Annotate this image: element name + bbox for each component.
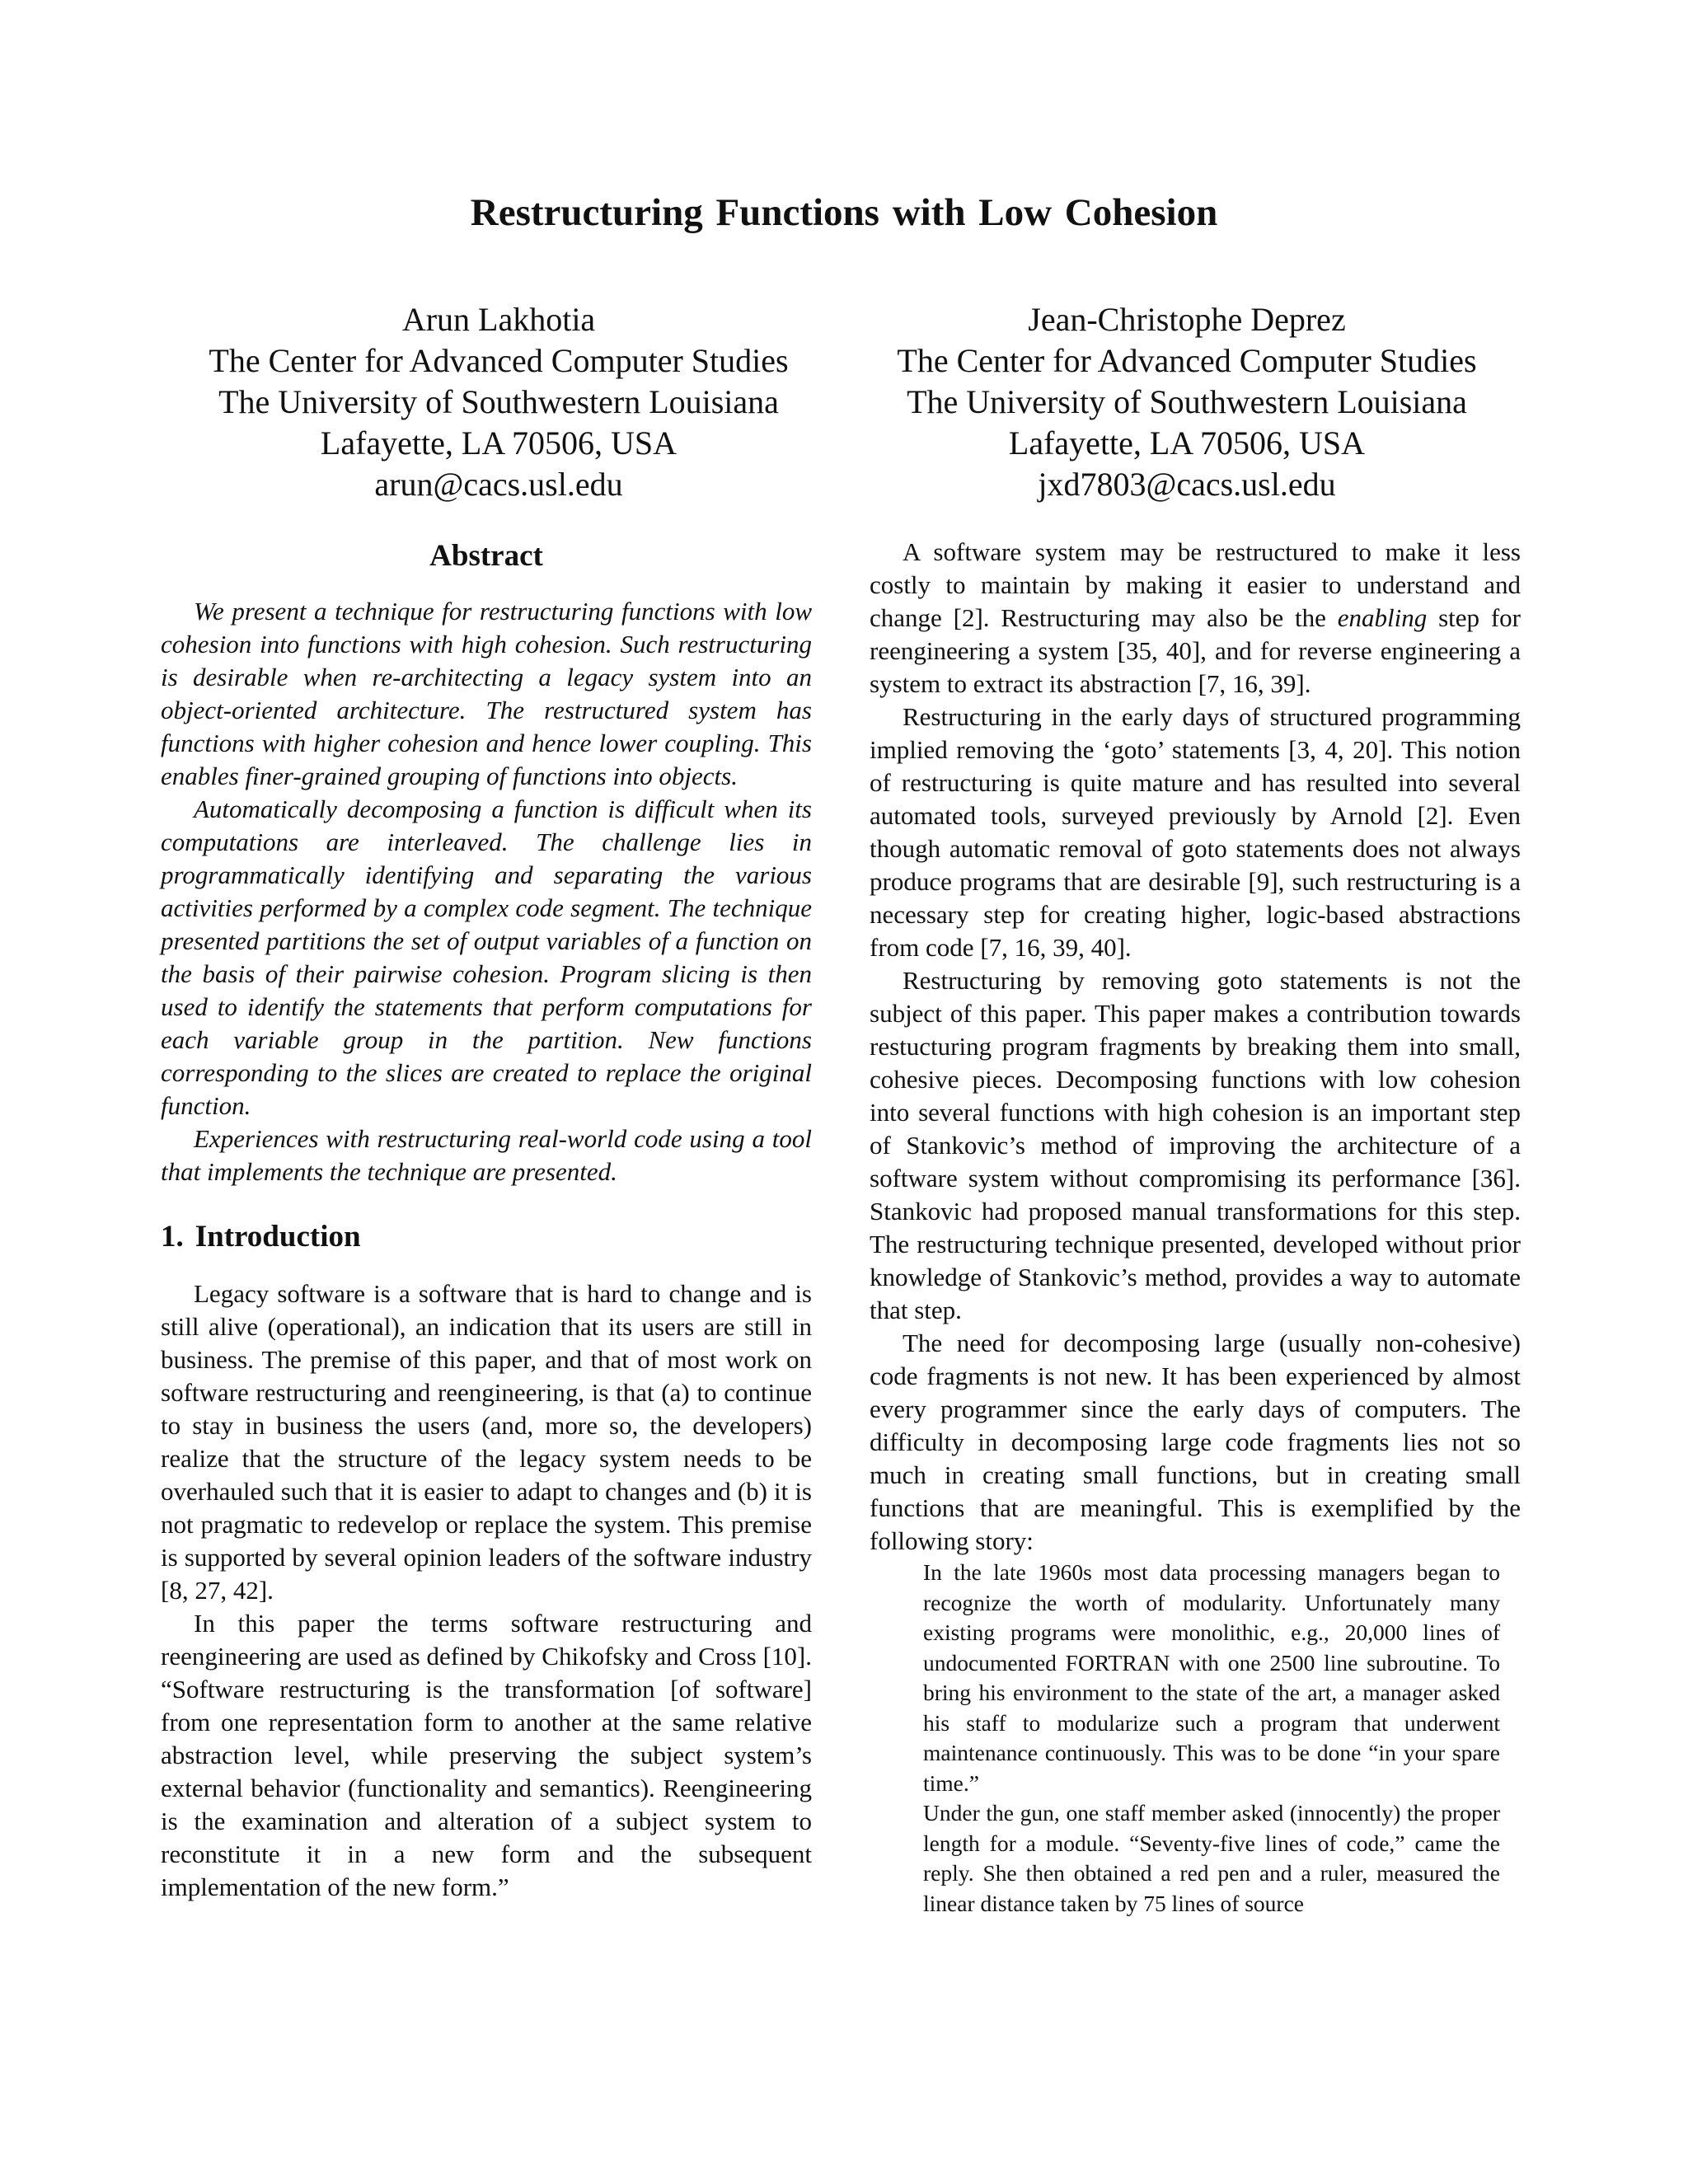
author-email: jxd7803@cacs.usl.edu (1038, 466, 1336, 503)
author-name: Arun Lakhotia (401, 301, 596, 338)
abstract-paragraph: Experiences with restructuring real-world code using a tool that implements the technique are presented. (161, 1124, 812, 1186)
abstract-paragraph: Automatically decomposing a function is difficult when its computations are interleaved. The challenge lies in programmatically identifying and separating the various activities performed by a complex code segment. The technique presented partitions the set of output variables of a function on the basis of their pairwise cohesion. Program slicing is then used to identify the statements that perform computations for each variable group in the partition. New functions corresponding to the slices are created to replace the original function. (161, 794, 812, 1120)
body-paragraph (870, 536, 1521, 701)
author-block-2 (832, 299, 1541, 505)
text-run: A software system may be restructured to make it less costly to maintain by making it easier to understand and change [2]. Restructuring may also be the (870, 537, 1521, 632)
author-address: Lafayette, LA 70506, USA (320, 424, 678, 462)
section-number: 1. (161, 1220, 184, 1254)
body-paragraph: Restructuring in the early days of structured programming implied removing the ‘goto’ statements [3, 4, 20]. This notion of restructuring is quite mature and has resulted into several automated tools, surveyed previously by Arnold [2]. Even though automatic removal of goto statements does not always produce programs that are desirable [9], such restructuring is a necessary step for creating higher, logic-based abstractions from code [7, 16, 39, 40]. (870, 702, 1521, 962)
author-affiliation: The Center for Advanced Computer Studies (897, 342, 1477, 379)
body-paragraph: Restructuring by removing goto statements is not the subject of this paper. This paper makes a contribution towards restucturing program fragments by breaking them into small, cohesive pieces. Decomposing functions with low cohesion into several functions with high cohesion is an important step of Stankovic’s method of improving the architecture of a software system without compromising its performance [36]. Stankovic had proposed manual transformations for this step. The restructuring technique presented, developed without prior knowledge of Stankovic’s method, provides a way to automate that step. (870, 966, 1521, 1324)
abstract (161, 536, 812, 1188)
abstract-heading: Abstract (429, 539, 543, 573)
block-quote (923, 1558, 1500, 1919)
body-paragraph: Legacy software is a software that is hard to change and is still alive (operational), an indication that its users are still in business. The premise of this paper, and that of most work on software restructuring and reengineering, is that (a) to continue to stay in business the users (and, more so, the developers) realize that the structure of the legacy system needs to be overhauled such that it is easier to adapt to changes and (b) it is not pragmatic to redevelop or replace the system. This premise is supported by several opinion leaders of the software industry [8, 27, 42]. (161, 1279, 812, 1605)
author-affiliation: The Center for Advanced Computer Studies (209, 342, 789, 379)
body-paragraph: The need for decomposing large (usually non-cohesive) code fragments is not new. It has been experienced by almost every programmer since the early days of computers. The difficulty in decomposing large code fragments lies not so much in creating small functions, but in creating small functions that are meaningful. This is exemplified by the following story: (870, 1329, 1521, 1555)
section-title: Introduction (195, 1220, 361, 1254)
right-column (870, 536, 1521, 1919)
emphasis-text: enabling (1337, 603, 1428, 632)
author-university: The University of Southwestern Louisiana (907, 383, 1467, 420)
author-block-1 (144, 299, 853, 505)
left-column (161, 536, 812, 1904)
author-university: The University of Southwestern Louisiana (218, 383, 779, 420)
text-run: step for reengineering a system [35, 40], and for reverse engineering a system to extract its abstraction [7, 16, 39]. (870, 603, 1521, 698)
body-paragraph: In this paper the terms software restructuring and reengineering are used as defined by Chikofsky and Cross [10]. “Software restructuring is the transformation [of software] from one representation form to another at the same relative abstraction level, while preserving the subject system’s external behavior (functionality and semantics). Reengineering is the examination and alteration of a subject system to reconstitute it in a new form and the subsequent implementation of the new form.” (161, 1609, 812, 1901)
quote-paragraph: Under the gun, one staff member asked (innocently) the proper length for a module. “Seventy-five lines of code,” came the reply. She then obtained a red pen and a ruler, measured the linear distance taken by 75 lines of source (923, 1800, 1500, 1916)
paper-title: Restructuring Functions with Low Cohesion (470, 191, 1218, 234)
author-name: Jean-Christophe Deprez (1028, 301, 1346, 338)
author-address: Lafayette, LA 70506, USA (1008, 424, 1366, 462)
section-heading (161, 1216, 812, 1258)
abstract-paragraph: We present a technique for restructuring functions with low cohesion into functions with high cohesion. Such restructuring is desirable when re-architecting a legacy system into an object-oriented architecture. The restructured system has functions with higher cohesion and hence lower coupling. This enables finer-grained grouping of functions into objects. (161, 597, 812, 790)
quote-paragraph: In the late 1960s most data processing managers began to recognize the worth of modularity. Unfortunately many existing programs were monolithic, e.g., 20,000 lines of undocumented FORTRAN with one 2500 line subroutine. To bring his environment to the state of the art, a manager asked his staff to modularize such a program that underwent maintenance continuously. This was to be done “in your spare time.” (923, 1559, 1500, 1796)
author-email: arun@cacs.usl.edu (374, 466, 623, 503)
